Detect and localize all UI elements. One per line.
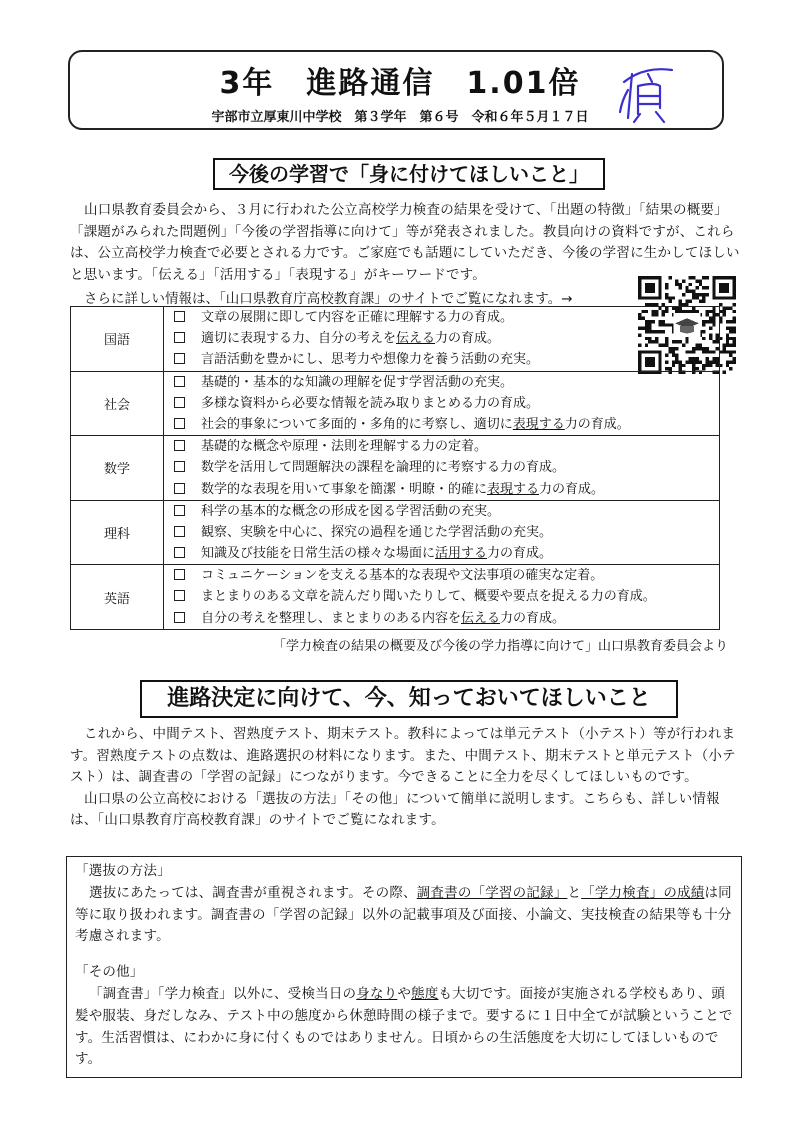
section1-body [70, 200, 742, 286]
text-run: 数学を活用して問題解決の課程を論理的に考察する力の育成。 [201, 460, 566, 476]
table-row [71, 307, 720, 372]
subject-name: 社会 [71, 371, 164, 436]
subject-items [164, 436, 720, 501]
list-item [174, 372, 715, 393]
table-row [71, 436, 720, 501]
underlined-keyword: 活用する [435, 546, 488, 562]
more-info-line [70, 287, 630, 307]
text-run: 力の育成。 [487, 546, 553, 562]
text-run: 自分の考えを整理し、まとまりのある内容を [201, 610, 462, 626]
subject-items [164, 371, 720, 436]
section2-title: 進路決定に向けて、今、知っておいてほしいこと [140, 680, 678, 718]
text-run: と [567, 884, 582, 901]
subject-items [164, 565, 720, 630]
list-item [174, 393, 715, 414]
subject-name: 国語 [71, 307, 164, 372]
list-item [174, 328, 715, 349]
underlined-keyword: 表現する [487, 481, 540, 497]
checkbox-icon[interactable] [174, 397, 185, 408]
checkbox-icon[interactable] [174, 376, 185, 387]
text-run: 基礎的な概念や原理・法則を理解する力の定着。 [201, 439, 488, 455]
underlined-keyword: 「学力検査」の成績 [581, 884, 705, 901]
underlined-keyword: 調査書の「学習の記録」 [416, 884, 568, 901]
more-info-text: さらに詳しい情報は、「山口県教育庁高校教育課」のサイトでご覧になれます。→ [84, 291, 573, 307]
checkbox-icon[interactable] [174, 440, 185, 451]
text-run: まとまりのある文章を読んだり聞いたりして、概要や要点を捉える力の育成。 [201, 589, 656, 605]
checkbox-icon[interactable] [174, 569, 185, 580]
checkbox-icon[interactable] [174, 590, 185, 601]
text-run: も大切です。面接が実施される学校もあり、頭髪や服装、身だしなみ、テスト中の態度から休憩時間の様子まで。要するに１日中全てが試験ということです。生活習慣は、にわかに身に付くものではありません。日頃からの生活態度を大切にしてほしいものです。 [75, 985, 733, 1068]
section1-title: 今後の学習で「身に付けてほしいこと」 [213, 158, 605, 190]
checkbox-icon[interactable] [174, 483, 185, 494]
subject-name: 理科 [71, 500, 164, 565]
subject-name: 数学 [71, 436, 164, 501]
checkbox-icon[interactable] [174, 612, 185, 623]
list-item [174, 565, 715, 586]
text-run: 力の育成。 [435, 331, 501, 347]
underlined-keyword: 伝える [461, 610, 501, 626]
checkbox-icon[interactable] [174, 526, 185, 537]
box-body-selection [75, 883, 735, 948]
list-item [174, 457, 715, 478]
section2-paragraph-2: 山口県の公立高校における「選抜の方法」「その他」について簡単に説明します。こちらも、詳しい情報は、「山口県教育庁高校教育課」のサイトでご覧になれます。 [70, 790, 720, 829]
table-row [71, 371, 720, 436]
text-run: 力の育成。 [564, 416, 630, 432]
text-run: 選抜にあたっては、調査書が重視されます。その際、 [89, 884, 417, 901]
checkbox-icon[interactable] [174, 332, 185, 343]
list-item [174, 479, 715, 500]
newsletter-subtitle: 宇部市立厚東川中学校 第３学年 第６号 令和６年５月１７日 [211, 110, 589, 125]
text-run: や [397, 985, 412, 1002]
text-run: コミュニケーションを支える基本的な表現や文法事項の確実な定着。 [201, 568, 604, 584]
list-item [174, 349, 715, 370]
subject-items [164, 500, 720, 565]
selection-info-box [66, 856, 742, 1078]
text-run: は同等に取り扱われます。調査書の「学習の記録」以外の記載事項及び面接、小論文、実技検査の結果等も十分考慮されます。 [75, 884, 732, 945]
list-item [174, 501, 715, 522]
text-run: 多様な資料から必要な情報を読み取りまとめる力の育成。 [201, 395, 540, 411]
text-run: 知識及び技能を日常生活の様々な場面に [201, 546, 436, 562]
checkbox-icon[interactable] [174, 353, 185, 364]
underlined-keyword: 身なり [356, 985, 398, 1002]
subject-table [70, 306, 720, 630]
section2-body [70, 724, 742, 832]
box-heading-other: 「その他」 [75, 964, 144, 981]
list-item [174, 543, 715, 564]
checkbox-icon[interactable] [174, 418, 185, 429]
underlined-keyword: 表現する [512, 416, 565, 432]
box-body-other [75, 984, 735, 1071]
table-row [71, 565, 720, 630]
text-run: 基礎的・基本的な知識の理解を促す学習活動の充実。 [201, 374, 514, 390]
text-run: 社会的事象について多面的・多角的に考察し、適切に [201, 416, 513, 432]
list-item [174, 608, 715, 629]
text-run: 適切に表現する力、自分の考えを [201, 331, 397, 347]
text-run: 「調査書」「学力検査」以外に、受検当日の [89, 985, 357, 1002]
subject-items [164, 307, 720, 372]
section2-paragraph-1: これから、中間テスト、習熟度テスト、期末テスト。教科によっては単元テスト（小テスト）等が行われます。習熟度テストの点数は、進路選択の材料になります。また、中間テスト、期末テストと単元テスト（小テスト）は、調査書の「学習の記録」につながります。今できることに全力を尽くしてほしいものです。 [70, 726, 736, 786]
hand-drawn-signature-icon [614, 60, 678, 124]
text-run: 力の育成。 [500, 610, 566, 626]
section1-paragraph: 山口県教育委員会から、３月に行われた公立高校学力検査の結果を受けて、「出題の特徴」「結果の概要」「課題がみられた問題例」「今後の学習指導に向けて」等が発表されました。教員向けの資料ですが、これらは、公立高校学力検査で必要とされる力です。ご家庭でも話題にしていただき、今後の学習に生かしてほしいと思います。「伝える」「活用する」「表現する」がキーワードです。 [70, 202, 740, 283]
newsletter-title: 3年 進路通信 1.01倍 [219, 66, 581, 101]
checkbox-icon[interactable] [174, 505, 185, 516]
checkbox-icon[interactable] [174, 461, 185, 472]
text-run: 観察、実験を中心に、探究の過程を通じた学習活動の充実。 [201, 524, 553, 540]
list-item [174, 522, 715, 543]
checkbox-icon[interactable] [174, 311, 185, 322]
text-run: 数学的な表現を用いて事象を簡潔・明瞭・的確に [201, 481, 488, 497]
subject-name: 英語 [71, 565, 164, 630]
table-row [71, 500, 720, 565]
list-item [174, 586, 715, 607]
text-run: 言語活動を豊かにし、思考力や想像力を養う活動の充実。 [201, 352, 540, 368]
list-item [174, 414, 715, 435]
underlined-keyword: 態度 [411, 985, 439, 1002]
text-run: 科学の基本的な概念の形成を図る学習活動の充実。 [201, 503, 501, 519]
list-item [174, 436, 715, 457]
text-run: 文章の展開に即して内容を正確に理解する力の育成。 [201, 310, 514, 325]
list-item [174, 307, 715, 328]
source-citation: 「学力検査の結果の概要及び今後の学力指導に向けて」山口県教育委員会より [272, 639, 728, 654]
underlined-keyword: 伝える [396, 331, 436, 347]
text-run: 力の育成。 [539, 481, 605, 497]
box-heading-selection: 「選抜の方法」 [75, 863, 171, 879]
checkbox-icon[interactable] [174, 547, 185, 558]
